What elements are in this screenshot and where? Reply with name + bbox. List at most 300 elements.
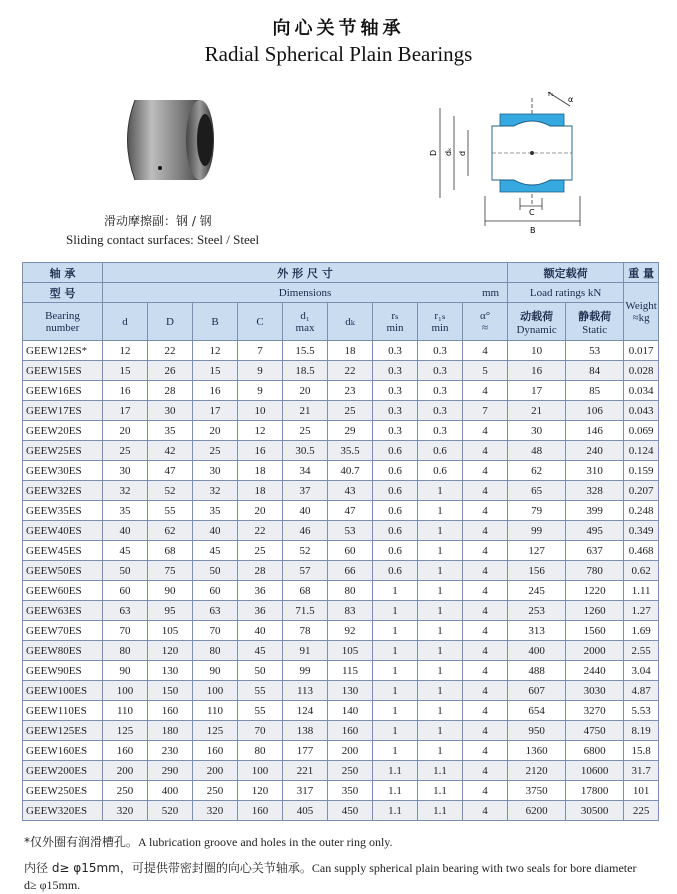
head-col-B: B [193,303,238,341]
cell-d1: 221 [283,761,328,781]
head-dims-unit: mm [481,286,500,299]
head-model-en: Bearing number [23,303,103,341]
cell-B: 250 [193,781,238,801]
cell-d: 50 [103,561,148,581]
cell-rs: 0.3 [373,341,418,361]
table-row [23,701,659,721]
cell-r1s: 1.1 [418,801,463,821]
table-row [23,461,659,481]
cell-d1: 34 [283,461,328,481]
cell-B: 16 [193,381,238,401]
cell-stat: 10600 [566,761,624,781]
head-col-alpha: α° ≈ [463,303,508,341]
cell-B: 320 [193,801,238,821]
head-col-dk: dₖ [328,303,373,341]
cell-a: 4 [463,601,508,621]
cell-a: 4 [463,801,508,821]
cell-dyn: 127 [508,541,566,561]
cell-a: 4 [463,641,508,661]
cell-rs: 1.1 [373,761,418,781]
cell-C: 18 [238,461,283,481]
cell-d: 63 [103,601,148,621]
cell-stat: 30500 [566,801,624,821]
cell-rs: 0.6 [373,481,418,501]
cell-rs: 1.1 [373,781,418,801]
caption-cn: 滑动摩擦副：钢 / 钢 [104,214,212,228]
cell-D: 95 [148,601,193,621]
note-seals: 内径 d≥ φ15mm，可提供带密封圈的向心关节轴承。Can supply spherical plain bearing with two seals for bore diameter d≥ φ15mm. [24,861,637,892]
cell-dk: 350 [328,781,373,801]
cell-dk: 40.7 [328,461,373,481]
cell-model: GEEW63ES [23,601,103,621]
cell-C: 160 [238,801,283,821]
cell-dk: 450 [328,801,373,821]
cell-r1s: 0.3 [418,361,463,381]
cell-B: 80 [193,641,238,661]
cell-C: 20 [238,501,283,521]
note-lubrication: *仅外圈有润滑槽孔。A lubrication groove and holes in the outer ring only. [24,835,393,849]
cell-d1: 37 [283,481,328,501]
cell-d1: 71.5 [283,601,328,621]
cell-r1s: 1.1 [418,781,463,801]
cell-r1s: 1 [418,601,463,621]
head-model-cn-1: 轴 承 [23,263,103,283]
cell-w: 1.27 [624,601,659,621]
cell-stat: 53 [566,341,624,361]
cell-a: 4 [463,661,508,681]
cell-rs: 0.6 [373,441,418,461]
cell-r1s: 0.6 [418,441,463,461]
bearing-spec-table [22,262,659,821]
cell-model: GEEW32ES [23,481,103,501]
cell-d: 20 [103,421,148,441]
cell-w: 0.159 [624,461,659,481]
cell-d1: 78 [283,621,328,641]
cell-w: 15.8 [624,741,659,761]
cell-w: 0.62 [624,561,659,581]
cell-stat: 240 [566,441,624,461]
cell-rs: 0.3 [373,401,418,421]
cell-C: 25 [238,541,283,561]
cell-dk: 80 [328,581,373,601]
cell-C: 120 [238,781,283,801]
cell-dyn: 6200 [508,801,566,821]
cell-stat: 2440 [566,661,624,681]
page-title-en: Radial Spherical Plain Bearings [204,42,473,66]
cell-D: 42 [148,441,193,461]
cell-w: 0.069 [624,421,659,441]
cell-r1s: 0.3 [418,381,463,401]
cell-model: GEEW200ES [23,761,103,781]
cell-C: 28 [238,561,283,581]
cell-r1s: 1 [418,581,463,601]
cell-D: 68 [148,541,193,561]
cell-a: 4 [463,341,508,361]
cell-r1s: 1 [418,541,463,561]
cell-d: 160 [103,741,148,761]
cell-C: 9 [238,381,283,401]
cell-model: GEEW45ES [23,541,103,561]
cell-stat: 780 [566,561,624,581]
cell-dyn: 21 [508,401,566,421]
cell-d: 12 [103,341,148,361]
cell-d1: 46 [283,521,328,541]
cell-w: 0.207 [624,481,659,501]
cell-rs: 1 [373,601,418,621]
cell-D: 35 [148,421,193,441]
cell-model: GEEW35ES [23,501,103,521]
table-row [23,341,659,361]
cell-d: 32 [103,481,148,501]
head-col-d1: d₁ max [283,303,328,341]
cell-stat: 1560 [566,621,624,641]
cell-stat: 310 [566,461,624,481]
cell-stat: 106 [566,401,624,421]
cell-r1s: 0.3 [418,401,463,421]
cell-D: 130 [148,661,193,681]
cell-a: 4 [463,761,508,781]
cell-dk: 25 [328,401,373,421]
cell-d: 25 [103,441,148,461]
cell-rs: 1 [373,701,418,721]
cell-r1s: 1.1 [418,761,463,781]
cell-dyn: 62 [508,461,566,481]
cell-dyn: 16 [508,361,566,381]
cell-w: 2.55 [624,641,659,661]
cell-dyn: 253 [508,601,566,621]
cell-model: GEEW250ES [23,781,103,801]
cell-w: 0.034 [624,381,659,401]
cell-r1s: 1 [418,481,463,501]
cell-a: 4 [463,541,508,561]
table-row [23,381,659,401]
cell-w: 1.11 [624,581,659,601]
table-row [23,441,659,461]
cell-stat: 4750 [566,721,624,741]
cell-rs: 0.3 [373,361,418,381]
cell-d: 320 [103,801,148,821]
label-d: d [458,150,467,156]
cell-d1: 30.5 [283,441,328,461]
label-dk: dₖ [444,147,453,156]
cell-d1: 317 [283,781,328,801]
cell-w: 0.028 [624,361,659,381]
cell-r1s: 0.3 [418,341,463,361]
cell-a: 4 [463,381,508,401]
cell-D: 520 [148,801,193,821]
cell-model: GEEW125ES [23,721,103,741]
cell-d1: 40 [283,501,328,521]
cell-model: GEEW100ES [23,681,103,701]
cell-rs: 1 [373,621,418,641]
cell-D: 400 [148,781,193,801]
cell-stat: 1260 [566,601,624,621]
table-row [23,801,659,821]
cell-w: 0.043 [624,401,659,421]
cell-a: 5 [463,361,508,381]
cell-d1: 25 [283,421,328,441]
cell-D: 28 [148,381,193,401]
head-col-r1s: r₁ₛ min [418,303,463,341]
cell-r1s: 0.3 [418,421,463,441]
table-row [23,481,659,501]
table-row [23,561,659,581]
cell-r1s: 1 [418,721,463,741]
cell-r1s: 1 [418,681,463,701]
cell-d: 40 [103,521,148,541]
cell-r1s: 1 [418,741,463,761]
head-weight-label: Weight [625,299,657,312]
cell-dyn: 400 [508,641,566,661]
cell-stat: 637 [566,541,624,561]
cell-C: 50 [238,661,283,681]
cell-stat: 2000 [566,641,624,661]
cell-dk: 43 [328,481,373,501]
cell-D: 105 [148,621,193,641]
cell-dk: 29 [328,421,373,441]
cell-a: 4 [463,701,508,721]
cell-D: 160 [148,701,193,721]
label-B: B [530,226,536,235]
cell-dyn: 30 [508,421,566,441]
cell-B: 17 [193,401,238,421]
head-col-C: C [238,303,283,341]
cell-C: 55 [238,701,283,721]
cell-a: 4 [463,421,508,441]
cell-D: 22 [148,341,193,361]
table-row [23,581,659,601]
cell-stat: 1220 [566,581,624,601]
cell-w: 3.04 [624,661,659,681]
cell-C: 40 [238,621,283,641]
cell-B: 110 [193,701,238,721]
table-header [23,263,659,341]
cell-dk: 53 [328,521,373,541]
cell-d1: 21 [283,401,328,421]
cell-w: 0.468 [624,541,659,561]
cell-a: 4 [463,521,508,541]
cell-w: 0.349 [624,521,659,541]
label-alpha: α [568,95,574,104]
cell-d1: 138 [283,721,328,741]
cell-B: 70 [193,621,238,641]
cross-section-diagram [430,86,610,236]
cell-B: 50 [193,561,238,581]
cell-B: 20 [193,421,238,441]
cell-rs: 0.6 [373,501,418,521]
cell-dk: 23 [328,381,373,401]
label-C: C [529,208,535,217]
cell-model: GEEW20ES [23,421,103,441]
cell-rs: 1 [373,641,418,661]
cell-dyn: 950 [508,721,566,741]
cell-d: 60 [103,581,148,601]
cell-C: 45 [238,641,283,661]
cell-rs: 0.3 [373,421,418,441]
table-row [23,421,659,441]
cell-C: 9 [238,361,283,381]
cell-C: 70 [238,721,283,741]
cell-dk: 250 [328,761,373,781]
table-row [23,781,659,801]
cell-d: 200 [103,761,148,781]
cell-C: 22 [238,521,283,541]
head-weight-cn: 重 量 [624,263,659,283]
cell-dyn: 156 [508,561,566,581]
cell-D: 47 [148,461,193,481]
cell-B: 12 [193,341,238,361]
cell-w: 1.69 [624,621,659,641]
cell-dk: 60 [328,541,373,561]
cell-rs: 1 [373,581,418,601]
cell-dyn: 313 [508,621,566,641]
cell-C: 12 [238,421,283,441]
cell-d1: 91 [283,641,328,661]
cell-w: 31.7 [624,761,659,781]
cell-C: 80 [238,741,283,761]
cell-D: 75 [148,561,193,581]
cell-dyn: 48 [508,441,566,461]
cell-dk: 83 [328,601,373,621]
table-row [23,761,659,781]
cell-w: 0.248 [624,501,659,521]
cell-r1s: 1 [418,661,463,681]
cell-w: 101 [624,781,659,801]
cell-a: 4 [463,681,508,701]
cell-model: GEEW50ES [23,561,103,581]
cell-stat: 84 [566,361,624,381]
cell-B: 100 [193,681,238,701]
cell-dyn: 488 [508,661,566,681]
head-col-D: D [148,303,193,341]
cell-d1: 113 [283,681,328,701]
cell-stat: 495 [566,521,624,541]
cell-dk: 66 [328,561,373,581]
cell-dk: 140 [328,701,373,721]
head-dynamic: 动载荷 Dynamic [508,303,566,341]
cell-B: 32 [193,481,238,501]
head-load-cn: 额定载荷 [508,263,624,283]
cell-r1s: 1 [418,641,463,661]
cell-D: 150 [148,681,193,701]
cell-model: GEEW17ES [23,401,103,421]
table-body [23,341,659,821]
cell-dk: 47 [328,501,373,521]
cell-dk: 18 [328,341,373,361]
caption-en: Sliding contact surfaces: Steel / Steel [66,232,260,247]
cell-C: 10 [238,401,283,421]
cell-model: GEEW30ES [23,461,103,481]
cell-a: 4 [463,461,508,481]
cell-w: 8.19 [624,721,659,741]
cell-a: 4 [463,741,508,761]
cell-dk: 22 [328,361,373,381]
cell-rs: 1.1 [373,801,418,821]
table-row [23,521,659,541]
cell-stat: 17800 [566,781,624,801]
cell-stat: 328 [566,481,624,501]
cell-rs: 0.6 [373,461,418,481]
cell-d1: 124 [283,701,328,721]
cell-B: 30 [193,461,238,481]
cell-a: 4 [463,781,508,801]
cell-model: GEEW12ES* [23,341,103,361]
cell-dk: 105 [328,641,373,661]
cell-d1: 57 [283,561,328,581]
cell-d1: 405 [283,801,328,821]
cell-a: 4 [463,621,508,641]
cell-d: 15 [103,361,148,381]
table-row [23,601,659,621]
cell-dk: 115 [328,661,373,681]
table-row [23,541,659,561]
table-row [23,741,659,761]
cell-rs: 1 [373,741,418,761]
head-col-rs: rₛ min [373,303,418,341]
cell-C: 100 [238,761,283,781]
cell-dk: 160 [328,721,373,741]
cell-r1s: 1 [418,621,463,641]
cell-w: 5.53 [624,701,659,721]
cell-d1: 99 [283,661,328,681]
cell-d: 250 [103,781,148,801]
cell-a: 4 [463,581,508,601]
cell-w: 0.124 [624,441,659,461]
cell-dyn: 65 [508,481,566,501]
cell-rs: 1 [373,721,418,741]
cell-D: 52 [148,481,193,501]
cell-dyn: 245 [508,581,566,601]
cell-C: 36 [238,581,283,601]
cell-D: 290 [148,761,193,781]
cell-B: 63 [193,601,238,621]
cell-r1s: 1 [418,501,463,521]
cell-stat: 3270 [566,701,624,721]
table-row [23,361,659,381]
cell-d1: 68 [283,581,328,601]
cell-r1s: 1 [418,561,463,581]
cell-D: 26 [148,361,193,381]
label-rs: rₛ [548,90,554,98]
cell-D: 90 [148,581,193,601]
cell-r1s: 1 [418,701,463,721]
cell-model: GEEW70ES [23,621,103,641]
cell-a: 4 [463,561,508,581]
table-row [23,681,659,701]
cell-dyn: 607 [508,681,566,701]
cell-d: 35 [103,501,148,521]
table-row [23,501,659,521]
label-D: D [429,149,438,156]
cell-d: 16 [103,381,148,401]
cell-d: 90 [103,661,148,681]
page-title-cn: 向心关节轴承 [272,18,405,39]
cell-r1s: 0.6 [418,461,463,481]
cell-dk: 92 [328,621,373,641]
table-row [23,641,659,661]
cell-C: 36 [238,601,283,621]
head-weight-unit: ≈kg [632,311,650,324]
cell-stat: 3030 [566,681,624,701]
cell-model: GEEW16ES [23,381,103,401]
cell-B: 125 [193,721,238,741]
cell-d: 30 [103,461,148,481]
cell-dyn: 79 [508,501,566,521]
cell-a: 4 [463,441,508,461]
cell-model: GEEW160ES [23,741,103,761]
cell-D: 180 [148,721,193,741]
cell-model: GEEW40ES [23,521,103,541]
